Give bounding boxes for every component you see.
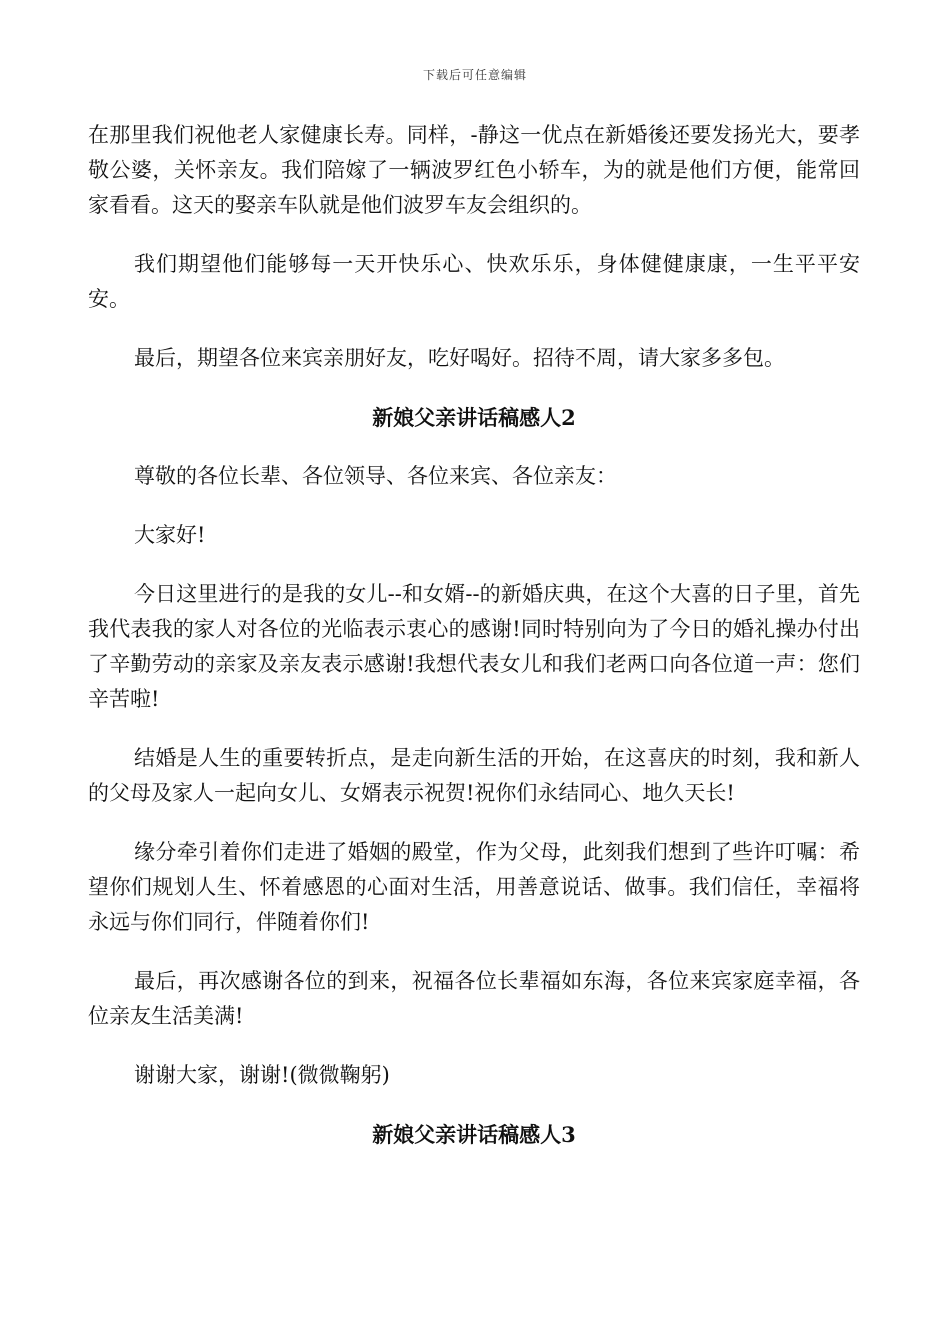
- paragraph-salutation: 尊敬的各位长辈、各位领导、各位来宾、各位亲友：: [134, 464, 617, 488]
- header-note: 下载后可任意编辑: [422, 68, 527, 82]
- paragraph: 结婚是人生的重要转折点，是走向新生活的开始，在这喜庆的时刻，我和新人的父母及家人一起向女儿、女婿表示祝贺!祝你们永结同心、地久天长!: [88, 746, 860, 805]
- paragraph: 最后，期望各位来宾亲朋好友，吃好喝好。招待不周，请大家多多包。: [134, 346, 785, 370]
- section-heading-2: 新娘父亲讲话稿感人2: [372, 405, 576, 430]
- paragraph-continued: 在那里我们祝他老人家健康长寿。同样，-静这一优点在新婚後还要发扬光大，要孝敬公婆，关怀亲友。我们陪嫁了一辆波罗红色小轿车，为的就是他们方便，能常回家看看。这天的娶亲车队就是他们波罗车友会组织的。: [88, 123, 860, 217]
- paragraph: 今日这里进行的是我的女儿--和女婿--的新婚庆典，在这个大喜的日子里，首先我代表我的家人对各位的光临表示衷心的感谢!同时特别向为了今日的婚礼操办付出了辛勤劳动的亲家及亲友表示感谢!我想代表女儿和我们老两口向各位道一声：您们辛苦啦!: [88, 582, 860, 711]
- paragraph-greeting: 大家好!: [134, 523, 206, 547]
- paragraph: 缘分牵引着你们走进了婚姻的殿堂，作为父母，此刻我们想到了些许叮嘱：希望你们规划人生、怀着感恩的心面对生活，用善意说话、做事。我们信任，幸福将永远与你们同行，伴随着你们!: [88, 840, 860, 934]
- paragraph: 我们期望他们能够每一天开快乐心、快欢乐乐，身体健健康康，一生平平安安。: [88, 252, 860, 311]
- paragraph: 最后，再次感谢各位的到来，祝福各位长辈福如东海，各位来宾家庭幸福，各位亲友生活美满!: [88, 969, 860, 1028]
- paragraph-closing: 谢谢大家，谢谢!(微微鞠躬): [134, 1063, 390, 1087]
- section-heading-3: 新娘父亲讲话稿感人3: [372, 1122, 576, 1147]
- document-body: [88, 118, 860, 1176]
